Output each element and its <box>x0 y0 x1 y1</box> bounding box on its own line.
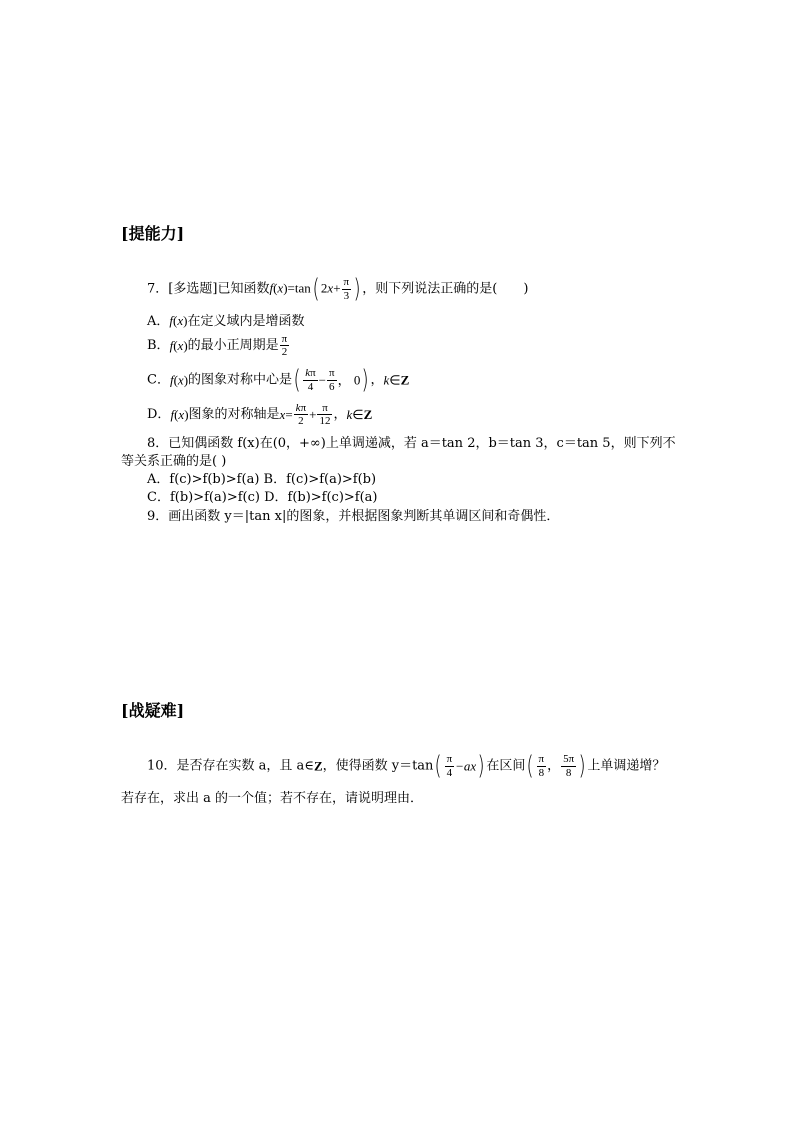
question-9: 9．画出函数 y＝|tan x|的图象，并根据图象判断其单调区间和奇偶性． <box>147 509 560 524</box>
q7-opt-d-num12: π <box>317 402 332 415</box>
q7-two: 2 <box>320 280 328 296</box>
q7-opt-d-k2: k <box>346 407 353 423</box>
q7-f: f <box>269 280 274 296</box>
q7-opt-a-label: A． <box>147 314 170 329</box>
q10-part3: 在区间 <box>486 758 526 774</box>
q10-den4: 4 <box>446 766 453 779</box>
q7-opt-d-fraction-pi-12 <box>317 402 332 427</box>
q7-opt-c-fraction-pi-6 <box>327 367 337 392</box>
q7-opt-b-label: B． <box>147 338 170 354</box>
q7-opt-d-den12: 12 <box>319 415 331 428</box>
q7-frac-num: π <box>343 276 350 289</box>
q7-option-c: C．f(x)的图象对称中心是( $\frac{k\pi}{4}$ − $\frac{\pi}{6}$ ， 0) ，k∈Z <box>147 365 410 395</box>
q7-x: x <box>277 280 284 296</box>
q10-part4: 上单调递增？ <box>587 758 666 774</box>
q7-opt-b-den: 2 <box>281 346 288 359</box>
q10-den8b: 8 <box>565 766 572 779</box>
q7-opt-c-num6: π <box>329 367 335 380</box>
question-10-line1: 10．是否存在实数 a，且 a∈Z，使得函数 y＝tan( $\frac{\pi}{4}$ −ax) 在区间( $\frac{\pi}{8}$ ， $\frac{5\pi}{8}$ ) 上单调递增？ <box>147 751 666 781</box>
q7-opt-d-f: f <box>170 407 175 423</box>
q7-option-b: B．f(x)的最小正周期是 $\frac{\pi}{2}$ <box>147 333 288 359</box>
q7-opt-c-den4: 4 <box>307 380 314 393</box>
q7-opt-c-pi: π <box>310 367 316 380</box>
q8-options-cd: C．f(b)>f(a)>f(c) D．f(b)>f(c)>f(a) <box>147 490 378 505</box>
q7-opt-d-label: D． <box>147 407 171 423</box>
q7-opt-c-fraction-kpi-4 <box>303 367 317 392</box>
q7-opt-b-f: f <box>169 338 174 354</box>
q7-opt-d-text: 图象的对称轴是 <box>188 407 280 423</box>
q10-den8: 8 <box>538 766 545 779</box>
q7-opt-b-text: 的最小正周期是 <box>187 338 279 354</box>
q7-number: 7． <box>147 281 169 297</box>
q7-opt-c-text: 的图象对称中心是 <box>188 372 293 388</box>
q7-opt-b-x: x <box>177 338 184 354</box>
question-8-line2: 等关系正确的是( ) <box>121 454 227 469</box>
q7-opt-d-x: x <box>178 407 185 423</box>
q10-fraction-pi-4 <box>445 753 455 778</box>
q7-opt-c-comma: ， <box>370 372 384 388</box>
q7-opt-c-x: x <box>177 372 184 388</box>
q10-fraction-pi-8 <box>537 753 547 778</box>
q7-opt-a-f: f <box>169 313 174 328</box>
q7-opt-c-minus: − <box>318 372 327 388</box>
q7-opt-c-k: k <box>305 367 311 380</box>
q7-x-inner: x <box>327 280 334 296</box>
q7-opt-d-k: k <box>295 402 301 414</box>
q7-opt-d-in: ∈ <box>352 407 364 423</box>
q10-part1: 10．是否存在实数 a，且 a∈ <box>147 758 314 774</box>
q7-opt-b-num: π <box>281 333 288 345</box>
q7-stem-close: ) <box>523 281 529 297</box>
q7-opt-d-eq: = <box>285 407 293 423</box>
q7-option-a: A．f(x)在定义域内是增函数 <box>147 313 305 329</box>
q7-fraction-pi-3 <box>342 276 352 301</box>
q7-stem-pre: 已知函数 <box>217 281 270 297</box>
q7-opt-c-Z: Z <box>400 372 410 388</box>
q7-frac-den: 3 <box>343 289 350 302</box>
q7-opt-c-k2: k <box>383 372 390 388</box>
q7-opt-c-in: ∈ <box>389 372 401 388</box>
question-7-stem: 7．[多选题]已知函数f(x)=tan( 2x+ $\frac{\pi}{3}$ ) ，则下列说法正确的是( ) <box>147 274 529 304</box>
q7-opt-c-label: C． <box>147 372 170 388</box>
q7-opt-d-den2: 2 <box>298 415 304 428</box>
q7-opt-c-den6: 6 <box>329 380 335 393</box>
q7-eq-tan: =tan <box>287 280 311 296</box>
q7-tag: [多选题] <box>168 281 218 297</box>
section-heading-ability: [提能力] <box>121 224 185 243</box>
q8-options-ab: A．f(c)>f(b)>f(a) B．f(c)>f(a)>f(b) <box>147 472 377 487</box>
q7-opt-d-fraction-kpi-2 <box>294 402 308 427</box>
q7-opt-d-comma: ， <box>333 407 347 423</box>
q7-opt-c-zero: ， 0 <box>337 372 361 388</box>
q10-fraction-5pi-8 <box>561 753 576 778</box>
q7-opt-d-x2: x <box>279 407 286 423</box>
q7-opt-d-Z: Z <box>363 407 373 423</box>
q10-Z: Z <box>313 758 323 774</box>
q7-opt-a-text: 在定义域内是增函数 <box>187 314 305 329</box>
q10-minus-ax: −ax <box>455 758 477 774</box>
q7-plus: + <box>333 280 341 296</box>
q10-part2: ，使得函数 y＝tan <box>322 758 434 774</box>
q7-opt-b-fraction <box>280 333 290 358</box>
question-8-line1: 8．已知偶函数 f(x)在(0，+∞)上单调递减，若 a＝tan 2，b＝tan 3，c＝tan 5，则下列不 <box>147 436 676 451</box>
q7-opt-d-pi: π <box>300 402 307 414</box>
question-10-line2: 若存在，求出 a 的一个值；若不存在，请说明理由． <box>121 791 424 806</box>
q10-comma: ， <box>547 758 561 774</box>
q7-option-d: D．f(x)图象的对称轴是x= $\frac{k\pi}{2}$ + $\frac{\pi}{12}$ ，k∈Z <box>147 402 373 428</box>
section-heading-challenge: [战疑难] <box>121 701 185 720</box>
q7-stem-post: ，则下列说法正确的是( <box>362 281 498 297</box>
q10-num5pi: 5π <box>563 753 575 766</box>
q10-num4: π <box>446 753 453 766</box>
q7-opt-a-x: x <box>177 313 184 328</box>
q10-num8: π <box>538 753 545 766</box>
q7-opt-c-f: f <box>169 372 174 388</box>
q7-opt-d-plus: + <box>309 407 317 423</box>
